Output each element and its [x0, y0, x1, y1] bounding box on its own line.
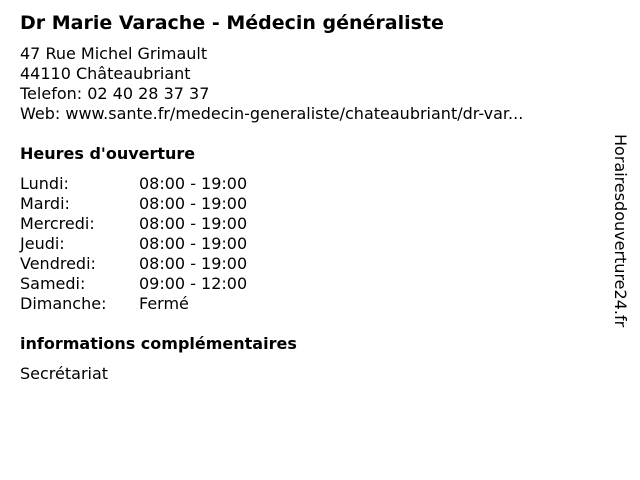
phone-number: Telefon: 02 40 28 37 37 [20, 84, 210, 103]
address-block [20, 44, 523, 124]
website-url: Web: www.sante.fr/medecin-generaliste/chateaubriant/dr-var... [20, 104, 524, 123]
time-range: 08:00 - 19:00 [139, 234, 248, 253]
day-label: Lundi: [20, 174, 69, 193]
additional-info-text: Secrétariat [20, 364, 109, 383]
time-range: Fermé [139, 294, 189, 313]
day-label: Jeudi: [20, 234, 65, 253]
additional-info-heading: informations complémentaires [20, 334, 297, 353]
time-range: 08:00 - 19:00 [139, 194, 248, 213]
time-range: 08:00 - 19:00 [139, 174, 248, 193]
day-label: Samedi: [20, 274, 86, 293]
street-address: 47 Rue Michel Grimault [20, 44, 208, 63]
site-watermark: Horairesdouverture24.fr [611, 134, 630, 328]
day-label: Dimanche: [20, 294, 107, 313]
day-label: Vendredi: [20, 254, 96, 273]
page-title: Dr Marie Varache - Médecin généraliste [20, 12, 444, 34]
time-range: 08:00 - 19:00 [139, 254, 248, 273]
day-label: Mercredi: [20, 214, 95, 233]
day-label: Mardi: [20, 194, 70, 213]
city-postal-code: 44110 Châteaubriant [20, 64, 191, 83]
time-range: 09:00 - 12:00 [139, 274, 248, 293]
time-range: 08:00 - 19:00 [139, 214, 248, 233]
opening-hours-heading: Heures d'ouverture [20, 144, 196, 163]
